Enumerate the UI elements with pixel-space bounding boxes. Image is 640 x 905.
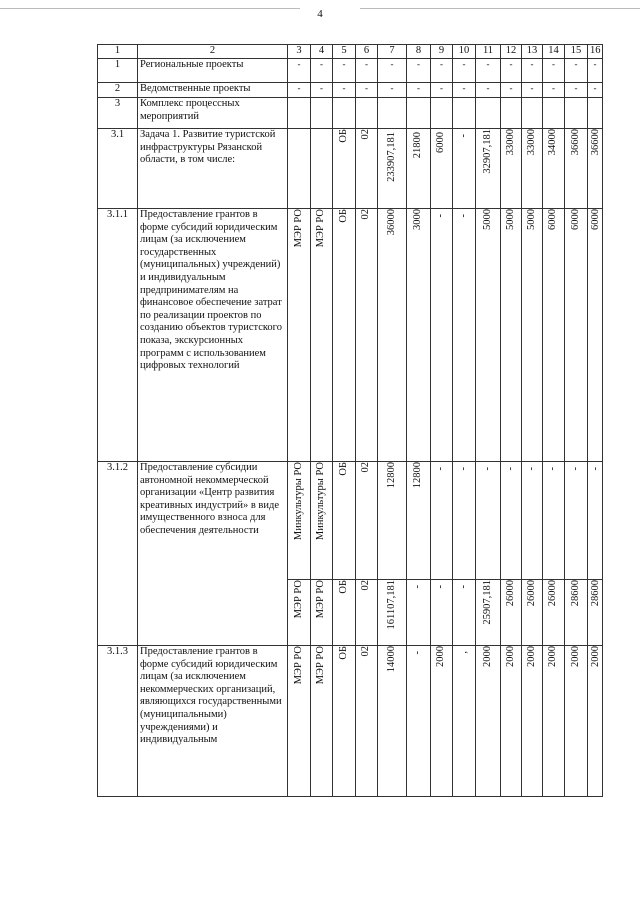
- amount-cell: -: [522, 462, 543, 580]
- amount-cell: 5000: [501, 209, 522, 462]
- empty-cell: [431, 98, 453, 129]
- amount-cell: 12800: [407, 462, 431, 580]
- amount-cell: 2000: [522, 646, 543, 797]
- code-cell: 02: [356, 129, 378, 209]
- amount-cell: -: [431, 580, 453, 646]
- coexecutor-cell: Минкультуры РО: [311, 462, 333, 580]
- row-description: Предоставление грантов в форме субсидий юридическим лицам (за исключением некоммерческих организаций, являющихся государственными (муниципальными) учреждениями) и индивидуальным: [138, 646, 288, 797]
- amount-cell: -: [543, 462, 565, 580]
- amount-cell: -: [431, 462, 453, 580]
- amount-cell: 14000: [378, 646, 407, 797]
- amount-cell: -: [407, 580, 431, 646]
- amount-cell: -: [501, 462, 522, 580]
- empty-cell: [453, 98, 476, 129]
- amount-cell: 34000: [543, 129, 565, 209]
- dash-cell: -: [356, 83, 378, 98]
- dash-cell: -: [288, 59, 311, 83]
- table-row-3-1-1: [98, 209, 603, 462]
- header-cell: 14: [543, 45, 565, 59]
- table-row-departmental-projects: [98, 83, 603, 98]
- dash-cell: -: [476, 59, 501, 83]
- code-cell: 02: [356, 209, 378, 462]
- header-cell: 4: [311, 45, 333, 59]
- code-cell: 02: [356, 646, 378, 797]
- amount-cell: 2000: [431, 646, 453, 797]
- funding-source-cell: ОБ: [333, 129, 356, 209]
- header-cell: 13: [522, 45, 543, 59]
- row-number: 3.1.3: [98, 646, 138, 797]
- amount-cell: 5000: [476, 209, 501, 462]
- amount-cell: 32907,181: [476, 129, 501, 209]
- dash-cell: -: [356, 59, 378, 83]
- amount-cell: 26000: [543, 580, 565, 646]
- amount-cell: 6000: [543, 209, 565, 462]
- empty-cell: [356, 98, 378, 129]
- amount-cell: 33000: [522, 129, 543, 209]
- header-cell: 15: [565, 45, 588, 59]
- row-number: 3.1: [98, 129, 138, 209]
- header-cell: 9: [431, 45, 453, 59]
- empty-cell: [565, 98, 588, 129]
- amount-cell: 26000: [501, 580, 522, 646]
- dash-cell: -: [522, 59, 543, 83]
- amount-cell: 3000: [407, 209, 431, 462]
- dash-cell: -: [333, 83, 356, 98]
- funding-source-cell: ОБ: [333, 646, 356, 797]
- empty-cell: [522, 98, 543, 129]
- header-cell: 8: [407, 45, 431, 59]
- amount-cell: 33000: [501, 129, 522, 209]
- amount-cell: 25907,181: [476, 580, 501, 646]
- dash-cell: -: [288, 83, 311, 98]
- funding-source-cell: ОБ: [333, 209, 356, 462]
- table-row-3-1-2-culture: [98, 462, 603, 580]
- table-row-3-1-3: [98, 646, 603, 797]
- amount-cell: -: [565, 462, 588, 580]
- amount-cell: 36600: [565, 129, 588, 209]
- amount-cell: -: [453, 129, 476, 209]
- header-cell: 7: [378, 45, 407, 59]
- dash-cell: -: [501, 83, 522, 98]
- row-description: Ведомственные проекты: [138, 83, 288, 98]
- amount-cell: 28600: [588, 580, 603, 646]
- empty-cell: [501, 98, 522, 129]
- dash-cell: -: [431, 83, 453, 98]
- table-row-regional-projects: [98, 59, 603, 83]
- header-cell: 12: [501, 45, 522, 59]
- row-number: 3.1.1: [98, 209, 138, 462]
- amount-cell: 161107,181: [378, 580, 407, 646]
- dash-cell: -: [311, 83, 333, 98]
- empty-cell: [476, 98, 501, 129]
- dash-cell: -: [453, 59, 476, 83]
- code-cell: 02: [356, 580, 378, 646]
- empty-cell: [311, 98, 333, 129]
- amount-cell: -: [453, 580, 476, 646]
- amount-cell: -: [431, 209, 453, 462]
- amount-cell: -: [407, 646, 431, 797]
- amount-cell: -: [453, 209, 476, 462]
- page-number: 4: [317, 8, 323, 20]
- dash-cell: -: [378, 59, 407, 83]
- header-cell: 5: [333, 45, 356, 59]
- funding-source-cell: ОБ: [333, 462, 356, 580]
- amount-cell: 2000: [501, 646, 522, 797]
- dash-cell: -: [543, 83, 565, 98]
- dash-cell: -: [453, 83, 476, 98]
- executor-cell: МЭР РО: [288, 646, 311, 797]
- dash-cell: -: [407, 59, 431, 83]
- amount-cell: 12800: [378, 462, 407, 580]
- dash-cell: -: [522, 83, 543, 98]
- funding-source-cell: ОБ: [333, 580, 356, 646]
- amount-cell: 233907,181: [378, 129, 407, 209]
- amount-cell: 6000: [565, 209, 588, 462]
- coexecutor-cell: МЭР РО: [311, 580, 333, 646]
- amount-cell: 28600: [565, 580, 588, 646]
- budget-table: [97, 44, 603, 797]
- dash-cell: -: [311, 59, 333, 83]
- empty-cell: [288, 98, 311, 129]
- row-description: Региональные проекты: [138, 59, 288, 83]
- amount-cell: 2000: [543, 646, 565, 797]
- header-cell: 16: [588, 45, 603, 59]
- row-number: 1: [98, 59, 138, 83]
- dash-cell: -: [588, 59, 603, 83]
- amount-cell: 2000: [565, 646, 588, 797]
- row-description: Комплекс процессных мероприятий: [138, 98, 288, 129]
- amount-cell: 6000: [588, 209, 603, 462]
- row-number: 3: [98, 98, 138, 129]
- dash-cell: -: [378, 83, 407, 98]
- amount-cell: -: [453, 462, 476, 580]
- executor-cell: МЭР РО: [288, 580, 311, 646]
- row-description: Предоставление грантов в форме субсидий юридическим лицам (за исключением государственных (муниципальных) учреждений) и индивидуальным предпринимателям на финансовое обеспечение затрат по реализации проектов по созданию объектов туристского показа, экскурсионных программ с использованием цифровых технологий: [138, 209, 288, 462]
- header-cell: 11: [476, 45, 501, 59]
- empty-cell: [588, 98, 603, 129]
- dash-cell: -: [501, 59, 522, 83]
- amount-cell: -: [588, 462, 603, 580]
- empty-cell: [378, 98, 407, 129]
- executor-cell: Минкультуры РО: [288, 462, 311, 580]
- header-cell: 1: [98, 45, 138, 59]
- header-cell: 2: [138, 45, 288, 59]
- executor-cell: МЭР РО: [288, 209, 311, 462]
- row-description: Предоставление субсидии автономной некоммерческой организации «Центр развития креативных индустрий» в виде имущественного взноса для обеспечения деятельности: [138, 462, 288, 646]
- empty-cell: [311, 129, 333, 209]
- amount-cell: ,: [453, 646, 476, 797]
- coexecutor-cell: МЭР РО: [311, 646, 333, 797]
- empty-cell: [407, 98, 431, 129]
- amount-cell: 36600: [588, 129, 603, 209]
- coexecutor-cell: МЭР РО: [311, 209, 333, 462]
- empty-cell: [543, 98, 565, 129]
- row-number: 3.1.2: [98, 462, 138, 646]
- row-number: 2: [98, 83, 138, 98]
- amount-cell: 2000: [476, 646, 501, 797]
- dash-cell: -: [431, 59, 453, 83]
- table-row-task-1: [98, 129, 603, 209]
- header-cell: 6: [356, 45, 378, 59]
- amount-cell: 2000: [588, 646, 603, 797]
- dash-cell: -: [588, 83, 603, 98]
- amount-cell: 26000: [522, 580, 543, 646]
- amount-cell: 5000: [522, 209, 543, 462]
- row-description: Задача 1. Развитие туристской инфраструктуры Рязанской области, в том числе:: [138, 129, 288, 209]
- dash-cell: -: [476, 83, 501, 98]
- amount-cell: 6000: [431, 129, 453, 209]
- amount-cell: 21800: [407, 129, 431, 209]
- dash-cell: -: [333, 59, 356, 83]
- dash-cell: -: [565, 83, 588, 98]
- amount-cell: 36000: [378, 209, 407, 462]
- table-header-row: [98, 45, 603, 59]
- amount-cell: -: [476, 462, 501, 580]
- dash-cell: -: [565, 59, 588, 83]
- header-cell: 10: [453, 45, 476, 59]
- header-cell: 3: [288, 45, 311, 59]
- empty-cell: [288, 129, 311, 209]
- table-row-process-measures: [98, 98, 603, 129]
- code-cell: 02: [356, 462, 378, 580]
- empty-cell: [333, 98, 356, 129]
- dash-cell: -: [543, 59, 565, 83]
- dash-cell: -: [407, 83, 431, 98]
